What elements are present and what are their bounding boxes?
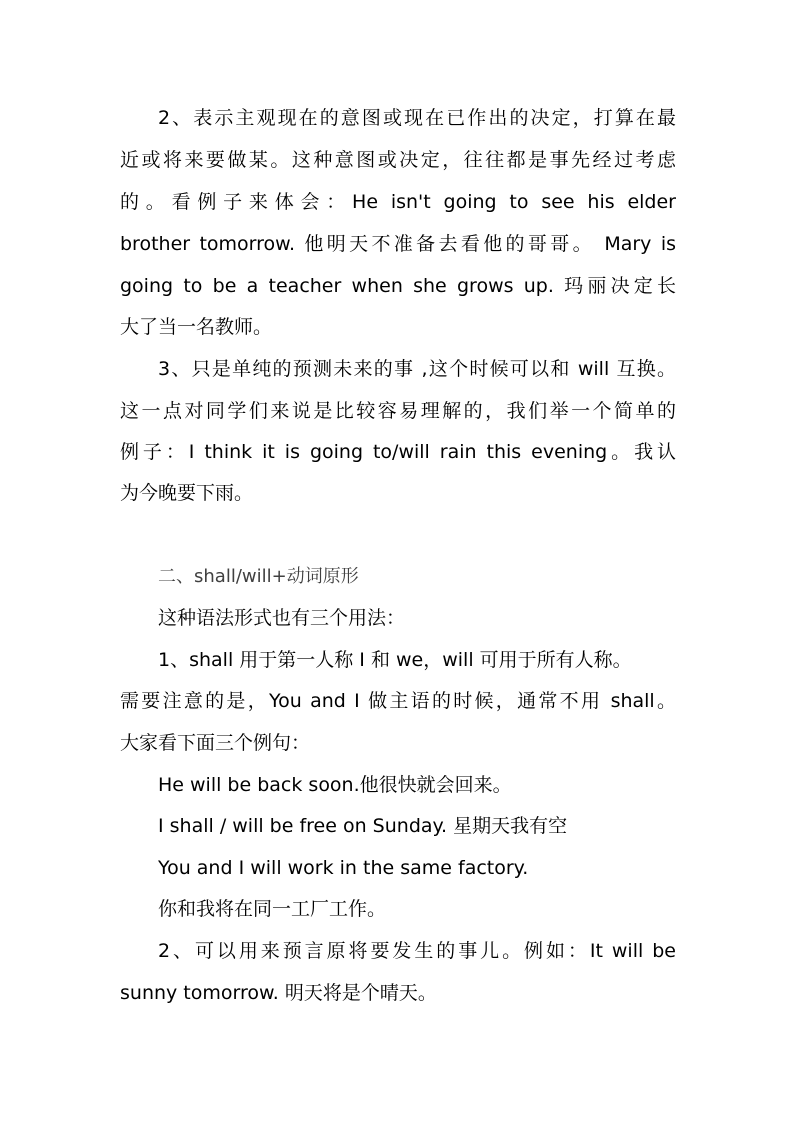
paragraph-line: 1、shall 用于第一人称 I 和 we，will 可用于所有人称。 (158, 649, 632, 671)
paragraph-line: 例子：I think it is going to/will rain this evening。我认 (120, 441, 676, 463)
section-heading: 二、shall/will+动词原形 (158, 566, 359, 587)
paragraph-line: 2、可以用来预言原将要发生的事儿。例如：It will be (158, 940, 676, 962)
paragraph-line: 这一点对同学们来说是比较容易理解的，我们举一个简单的 (120, 400, 676, 422)
paragraph-line: 大了当一名教师。 (120, 316, 273, 338)
paragraph-line: 这种语法形式也有三个用法： (158, 607, 406, 629)
paragraph-line: 近或将来要做某。这种意图或决定，往往都是事先经过考虑 (120, 149, 676, 171)
example-sentence: You and I will work in the same factory. (158, 857, 529, 879)
example-sentence: I shall / will be free on Sunday. 星期天我有空 (158, 815, 568, 837)
example-sentence: 你和我将在同一工厂工作。 (158, 898, 387, 920)
paragraph-line: 为今晚要下雨。 (120, 482, 254, 504)
paragraph-line: brother tomorrow. 他明天不准备去看他的哥哥。 Mary is (120, 233, 676, 255)
paragraph-line: going to be a teacher when she grows up. 玛丽决定长 (120, 275, 676, 297)
paragraph-line: 大家看下面三个例句： (120, 732, 311, 754)
paragraph-line: 的。看例子来体会：He isn't going to see his elder (120, 191, 676, 213)
example-sentence: He will be back soon.他很快就会回来。 (158, 774, 512, 796)
paragraph-line: sunny tomorrow. 明天将是个晴天。 (120, 982, 437, 1004)
paragraph-line: 3、只是单纯的预测未来的事 ,这个时候可以和 will 互换。 (158, 358, 676, 380)
paragraph-line: 2、表示主观现在的意图或现在已作出的决定，打算在最 (158, 107, 676, 129)
paragraph-line: 需要注意的是，You and I 做主语的时候，通常不用 shall。 (120, 690, 676, 712)
